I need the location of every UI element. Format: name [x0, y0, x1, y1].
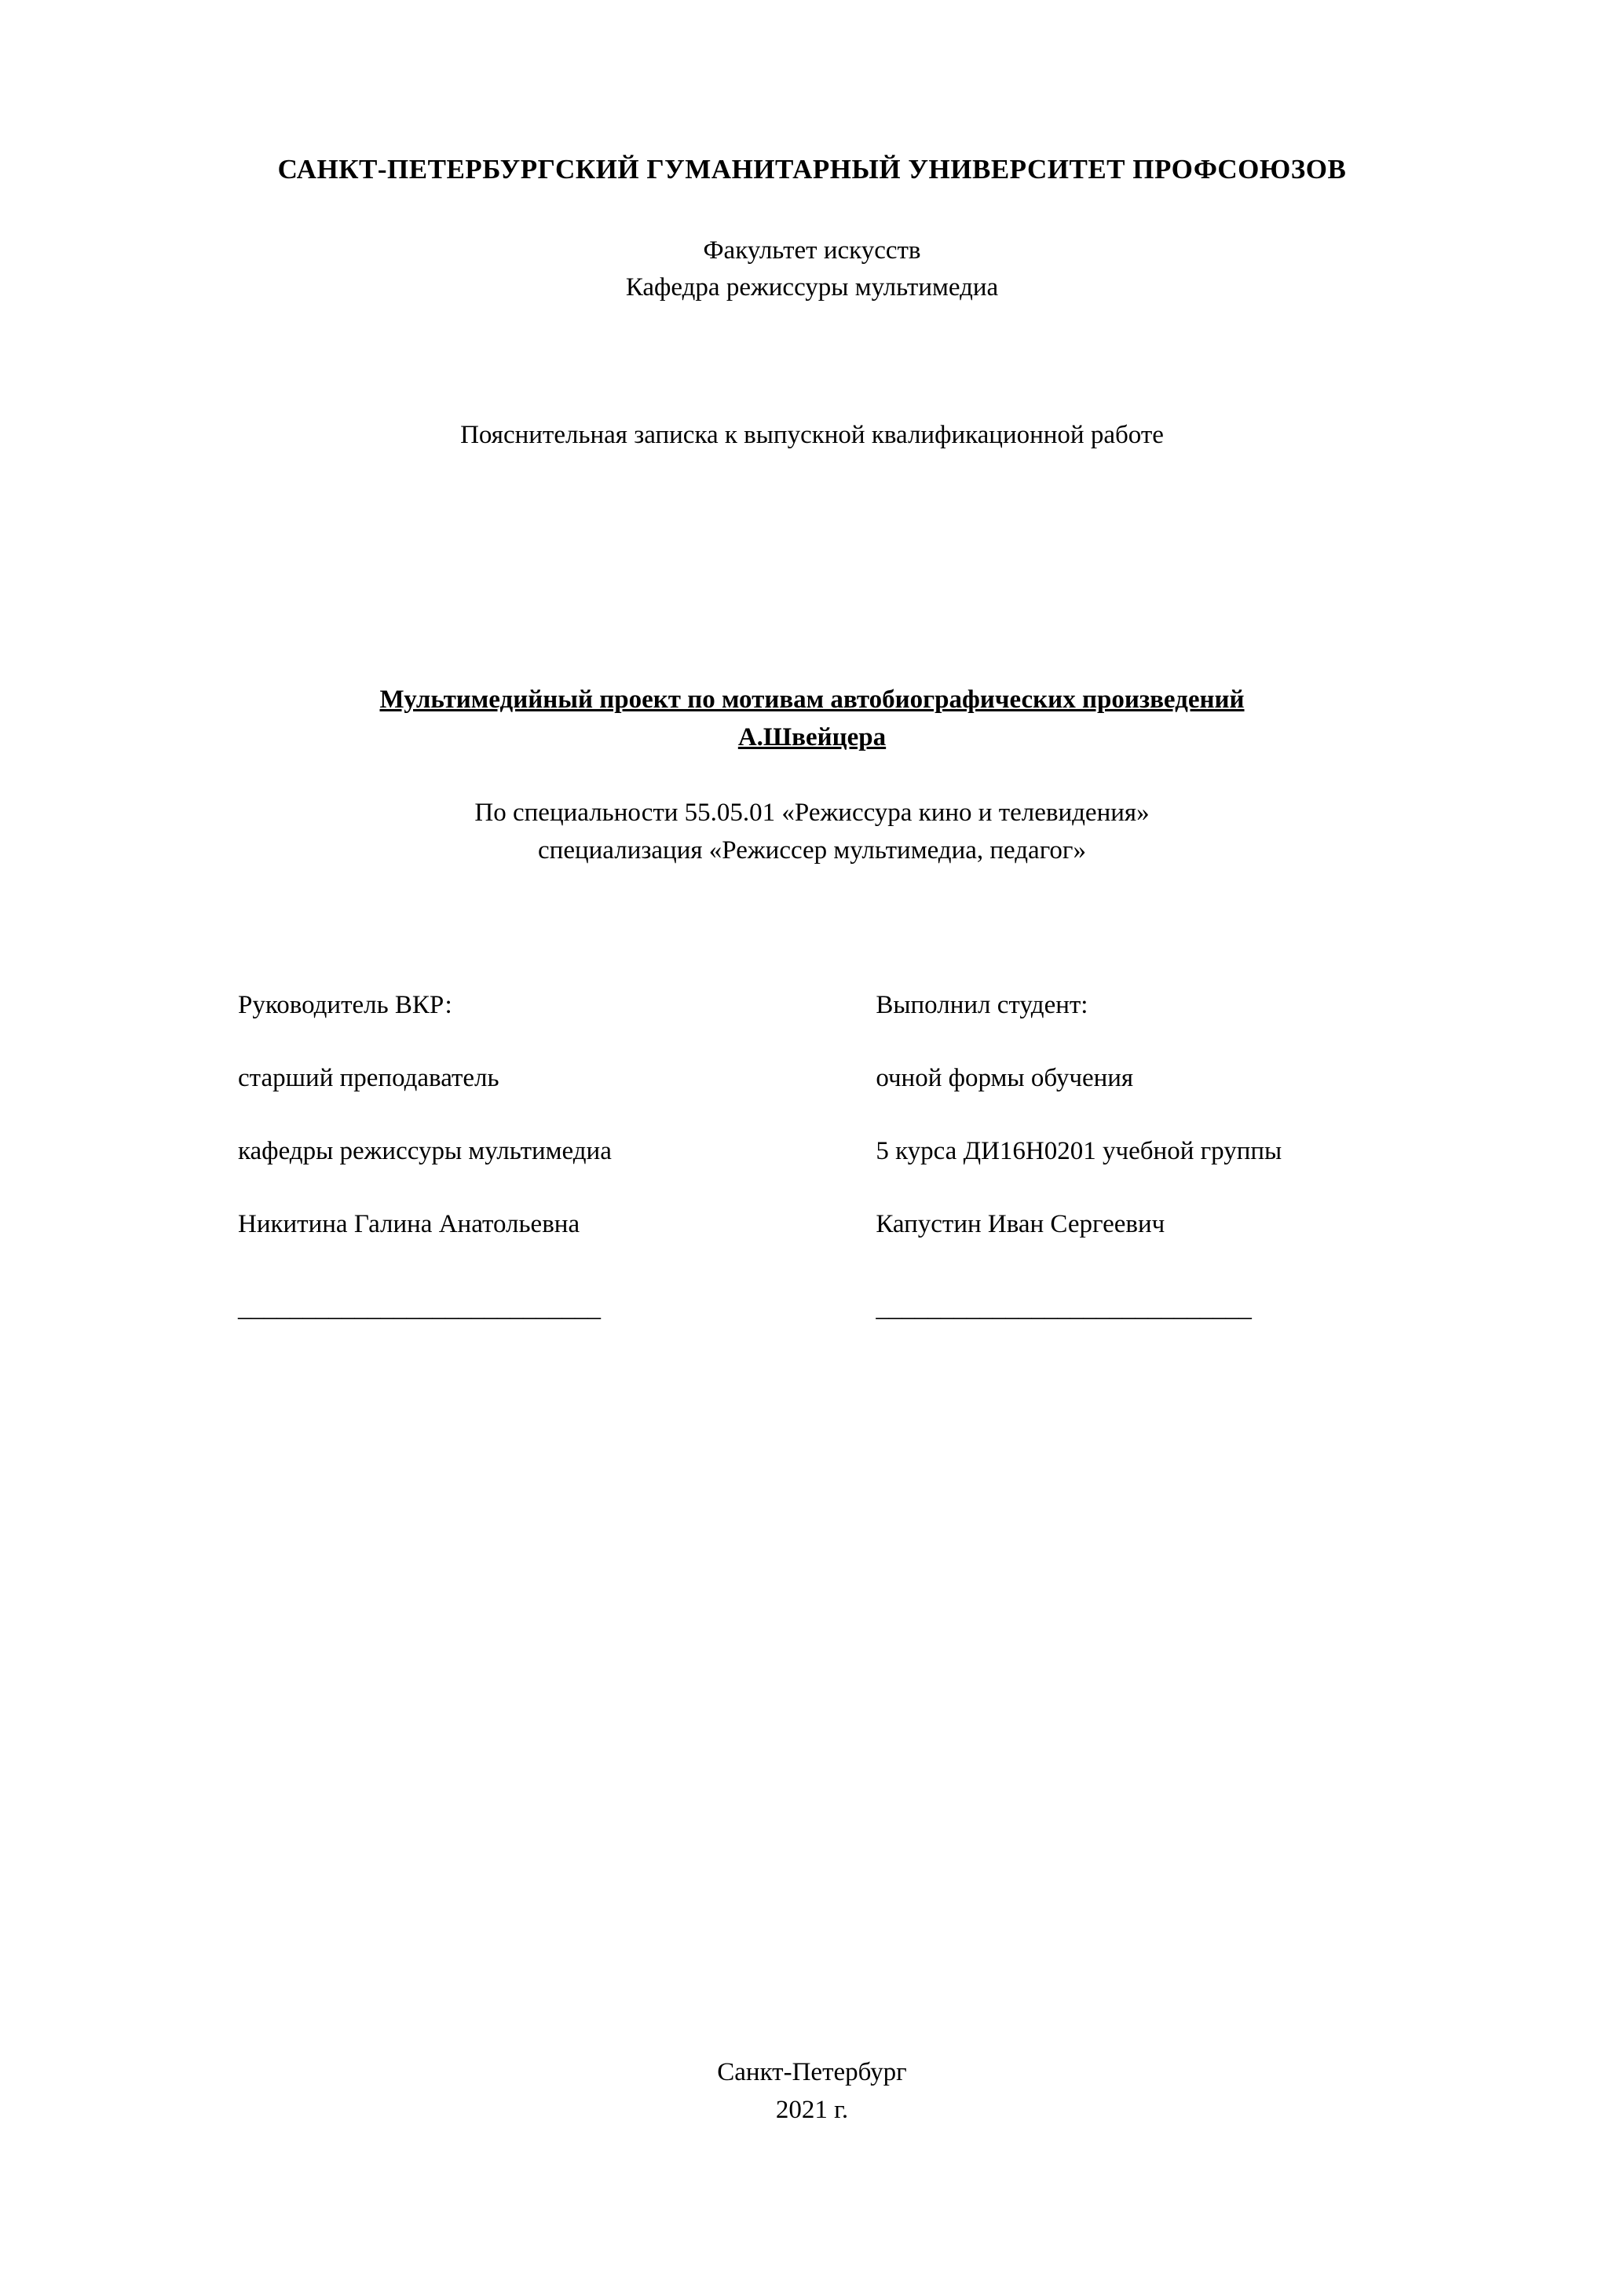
student-study-form: очной формы обучения [876, 1064, 1134, 1092]
specialization-line: специализация «Режиссер мультимедиа, педагог» [538, 835, 1086, 865]
university-name: САНКТ-ПЕТЕРБУРГСКИЙ ГУМАНИТАРНЫЙ УНИВЕРСИТЕТ ПРОФСОЮЗОВ [277, 154, 1347, 185]
specialty-line: По специальности 55.05.01 «Режиссура кино и телевидения» [474, 799, 1150, 827]
signatories-section [238, 991, 1483, 1367]
student-group: 5 курса ДИ16Н0201 учебной группы [876, 1137, 1282, 1165]
faculty-block [0, 232, 1624, 306]
supervisor-column [238, 991, 876, 1367]
supervisor-position: старший преподаватель [238, 1064, 499, 1092]
document-type: Пояснительная записка к выпускной квалификационной работе [460, 421, 1164, 449]
faculty-name: Факультет искусств [703, 236, 921, 265]
year-label: 2021 г. [775, 2095, 849, 2124]
thesis-title-line2: А.Швейцера [737, 722, 887, 751]
supervisor-signature-line: ____________________________ [238, 1294, 601, 1322]
student-column [876, 991, 1483, 1367]
student-label: Выполнил студент: [876, 991, 1088, 1019]
city-name: Санкт-Петербург [717, 2058, 907, 2086]
student-signature-line: _____________________________ [876, 1294, 1252, 1322]
thesis-title-line1: Мультимедийный проект по мотивам автобиографических произведений [379, 686, 1245, 714]
supervisor-department: кафедры режиссуры мультимедиа [238, 1137, 612, 1165]
student-name: Капустин Иван Сергеевич [876, 1210, 1165, 1238]
department-name: Кафедра режиссуры мультимедиа [625, 272, 999, 302]
thesis-title [0, 682, 1624, 757]
supervisor-name: Никитина Галина Анатольевна [238, 1210, 580, 1238]
supervisor-label: Руководитель ВКР: [238, 991, 452, 1019]
city-year-block [0, 2054, 1624, 2130]
specialty-block [0, 795, 1624, 870]
